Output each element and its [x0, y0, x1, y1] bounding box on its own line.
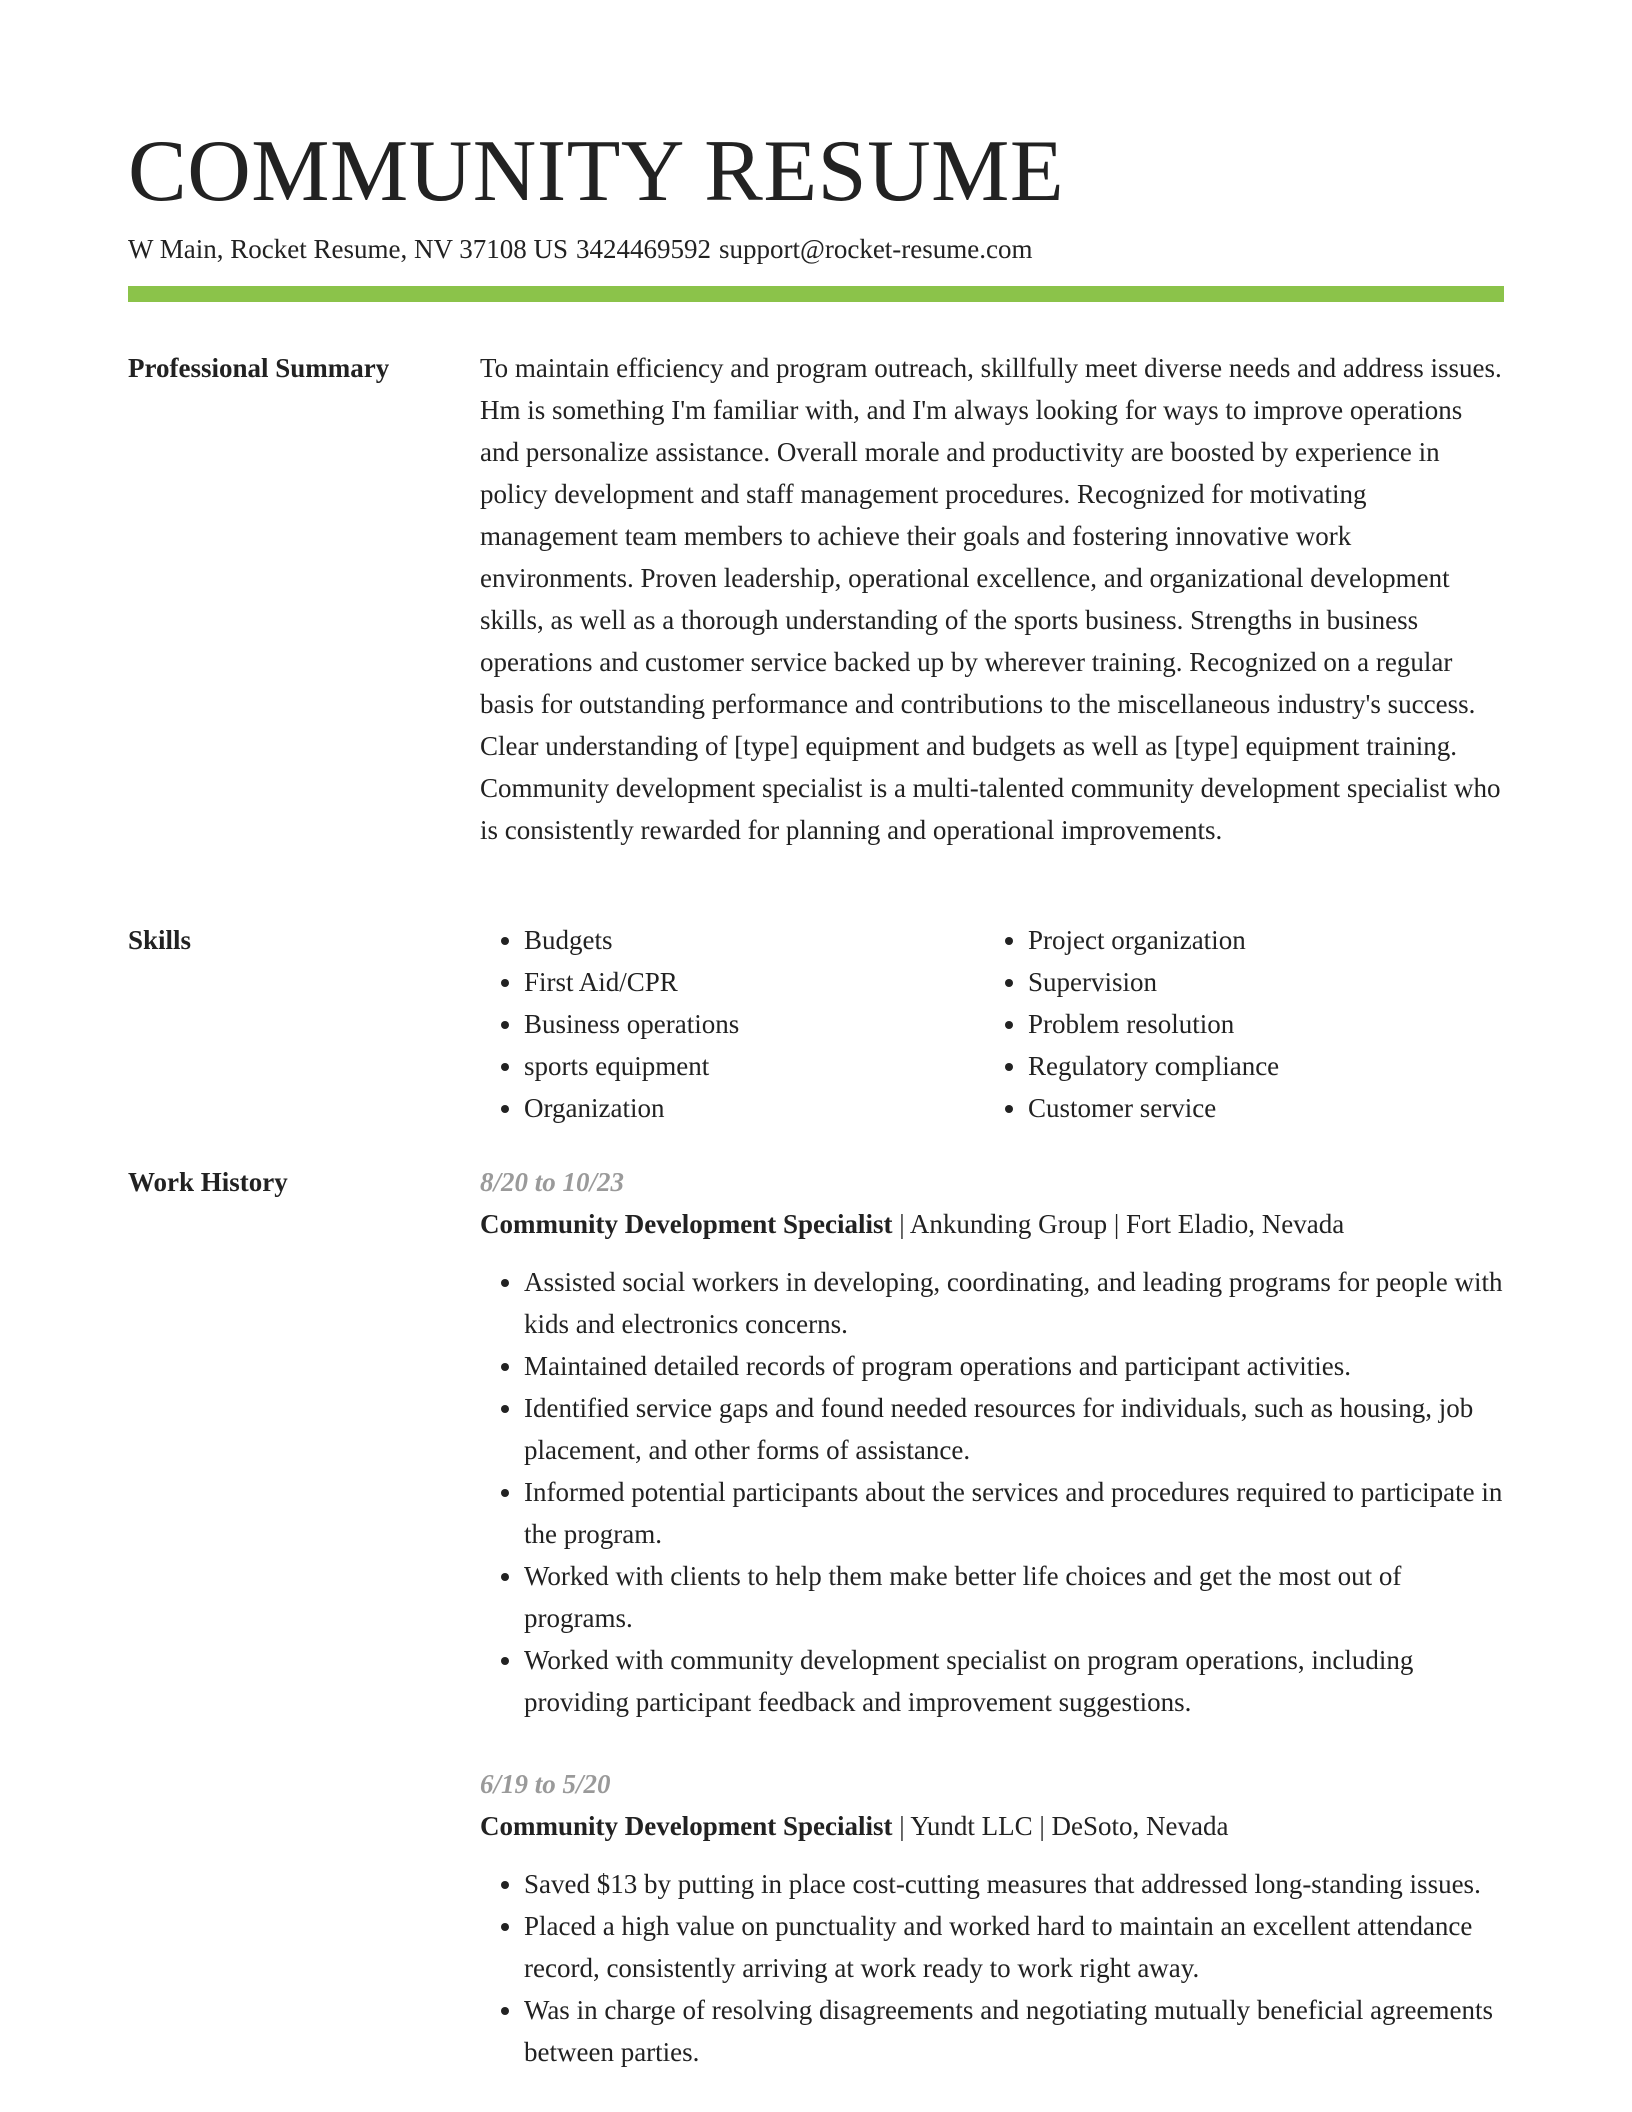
- skills-column-right: [984, 919, 1488, 1129]
- summary-text: To maintain efficiency and program outreach, skillfully meet diverse needs and address issues. Hm is something I'm familiar with, and I'm always looking for ways to improve operations and personalize assistance. Overall morale and productivity are boosted by experience in policy development and staff management procedures. Recognized for motivating management team members to achieve their goals and fostering innovative work environments. Proven leadership, operational excellence, and organizational development skills, as well as a thorough understanding of the sports business. Strengths in business operations and customer service backed up by wherever training. Recognized on a regular basis for outstanding performance and contributions to the miscellaneous industry's success. Clear understanding of [type] equipment and budgets as well as [type] equipment training. Community development specialist is a multi-talented community development specialist who is consistently rewarded for planning and operational improvements.: [480, 353, 1502, 845]
- summary-heading: Professional Summary: [128, 353, 390, 383]
- summary-body: [480, 347, 1504, 851]
- job-title: Community Development Specialist: [480, 1811, 893, 1841]
- skills-column-left: [480, 919, 984, 1129]
- job-dates: 8/20 to 10/23: [480, 1167, 625, 1197]
- resume-name: COMMUNITY RESUME: [128, 123, 1065, 220]
- work-history-body: [480, 1161, 1504, 2073]
- job-heading: [480, 1805, 1504, 1847]
- contact-line: [128, 232, 1033, 266]
- accent-divider: [128, 286, 1504, 302]
- skill-item: • Business operations: [524, 1003, 984, 1045]
- job-title: Community Development Specialist: [480, 1209, 893, 1239]
- work-history-heading: Work History: [128, 1167, 288, 1197]
- job-details: | Ankunding Group | Fort Eladio, Nevada: [892, 1209, 1345, 1239]
- skill-item: • Project organization: [1028, 919, 1488, 961]
- job-dates: 6/19 to 5/20: [480, 1769, 611, 1799]
- skill-item: • Problem resolution: [1028, 1003, 1488, 1045]
- job-bullet: • Worked with community development specialist on program operations, including providing participant feedback and improvement suggestions.: [524, 1639, 1504, 1723]
- job-heading: [480, 1203, 1504, 1245]
- job-bullet: • Assisted social workers in developing, coordinating, and leading programs for people with kids and electronics concerns.: [524, 1261, 1504, 1345]
- job-bullet: • Worked with clients to help them make better life choices and get the most out of programs.: [524, 1555, 1504, 1639]
- skills-grid: [480, 919, 1504, 1129]
- skill-item: • Regulatory compliance: [1028, 1045, 1488, 1087]
- skill-item: • sports equipment: [524, 1045, 984, 1087]
- job-bullet: • Informed potential participants about the services and procedures required to participate in the program.: [524, 1471, 1504, 1555]
- job-entry: [480, 1161, 1504, 1723]
- skill-item: • Budgets: [524, 919, 984, 961]
- job-bullet-list: [480, 1863, 1504, 2073]
- job-bullet: • Was in charge of resolving disagreements and negotiating mutually beneficial agreements between parties.: [524, 1989, 1504, 2073]
- job-bullet: • Maintained detailed records of program operations and participant activities.: [524, 1345, 1504, 1387]
- job-bullet: • Placed a high value on punctuality and worked hard to maintain an excellent attendance record, consistently arriving at work ready to work right away.: [524, 1905, 1504, 1989]
- contact-email: support@rocket-resume.com: [718, 234, 1033, 264]
- skill-item: • Supervision: [1028, 961, 1488, 1003]
- job-bullet-list: [480, 1261, 1504, 1723]
- contact-address: W Main, Rocket Resume, NV 37108 US: [128, 234, 568, 264]
- job-bullet: • Saved $13 by putting in place cost-cutting measures that addressed long-standing issues.: [524, 1863, 1504, 1905]
- job-bullet: • Identified service gaps and found needed resources for individuals, such as housing, job placement, and other forms of assistance.: [524, 1387, 1504, 1471]
- skill-item: • Customer service: [1028, 1087, 1488, 1129]
- skill-item: • Organization: [524, 1087, 984, 1129]
- skill-item: • First Aid/CPR: [524, 961, 984, 1003]
- job-entry: [480, 1763, 1504, 2073]
- skills-body: [480, 919, 1504, 1129]
- skills-heading: Skills: [128, 925, 192, 955]
- job-details: | Yundt LLC | DeSoto, Nevada: [892, 1811, 1229, 1841]
- contact-phone: 3424469592: [575, 234, 711, 264]
